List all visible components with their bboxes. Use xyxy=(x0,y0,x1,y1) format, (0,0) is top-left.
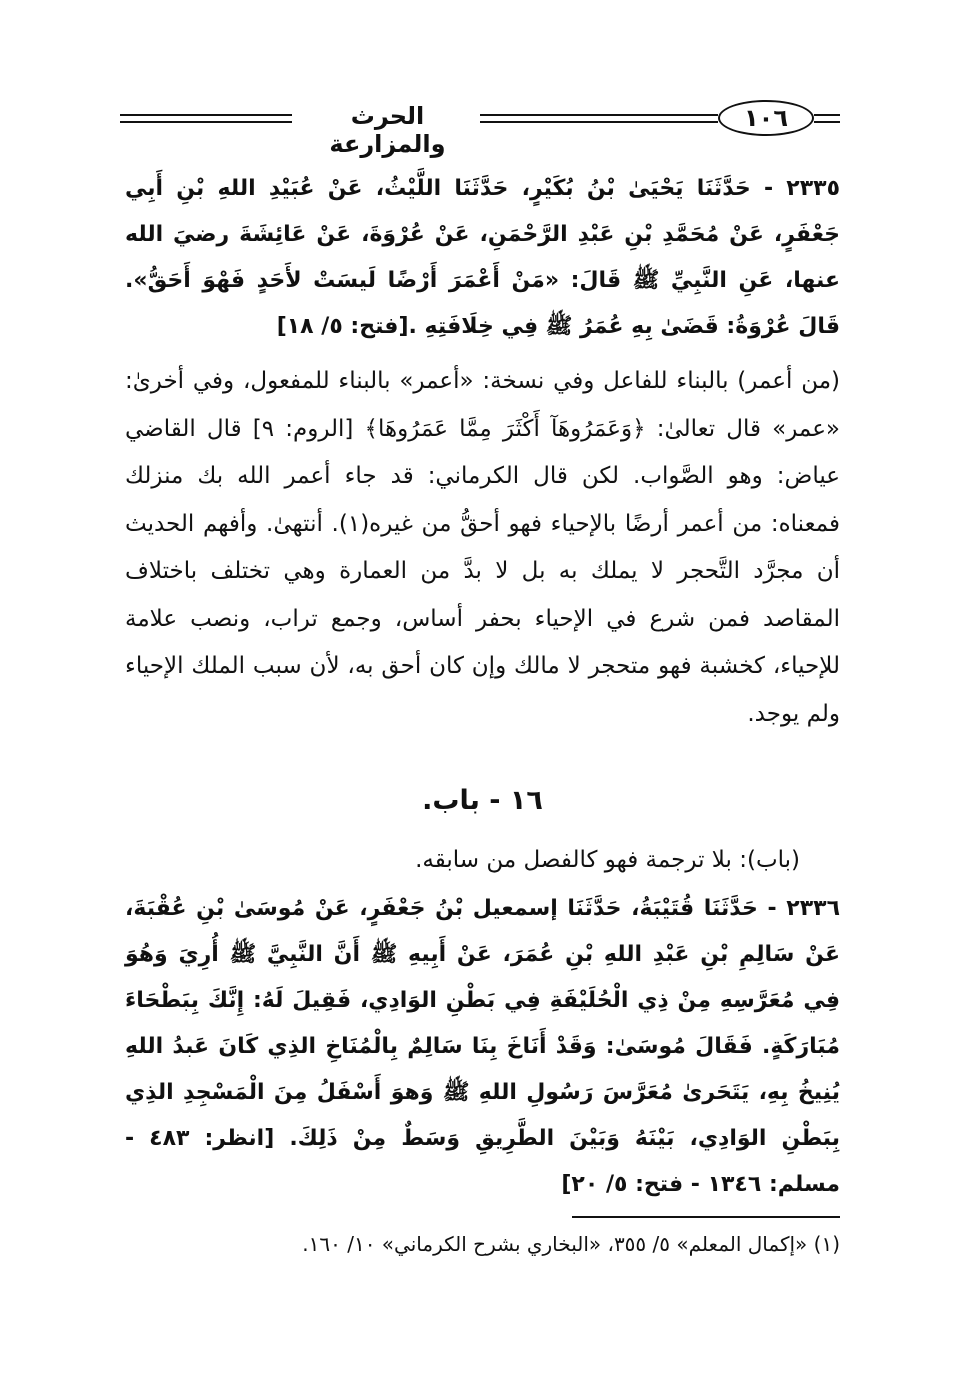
footnote-separator xyxy=(572,1216,840,1218)
page-number: ١٠٦ xyxy=(718,100,814,136)
header-rule-right-top xyxy=(814,114,840,116)
header-rule-left-bottom xyxy=(120,121,292,123)
page-header xyxy=(120,98,840,158)
header-rule-middle-top xyxy=(480,114,718,116)
running-title: الحرث والمزارعة xyxy=(329,102,446,158)
header-rule-right-bottom xyxy=(814,121,840,123)
commentary-text: (من أعمر) بالبناء للفاعل وفي نسخة: «أعمر» بالبناء للمفعول، وفي أخرىٰ: «عمر» قال تعالىٰ: ﴿وَعَمَرُوهَآ أَكْثَرَ مِمَّا عَمَرُوهَا﴾ [الروم: ٩] قال القاضي عياض: وهو الصَّواب. لكن قال الكرماني: قد جاء أعمر الله بك منزلك فمعناه: من أعمر أرضًا بالإحياء فهو أحقُّ من غيره(١). أنتهىٰ. وأفهم الحديث أن مجرَّد التَّحجر لا يملك به بل لا بدَّ من العمارة وهي تختلف باختلاف المقاصد فمن شرع في الإحياء بحفر أساس، وجمع تراب، ونصب علامة للإحياء، كخشبة فهو متحجر لا مالك وإن كان أحق به، لأن سبب الملك الإحياء ولم يوجد. xyxy=(125,368,840,727)
hadith-2335 xyxy=(125,166,840,350)
bab-note-text: (باب): بلا ترجمة فهو كالفصل من سابقه. xyxy=(415,847,800,873)
hadith-2336 xyxy=(125,886,840,1208)
header-rule-middle-bottom xyxy=(480,121,718,123)
footnote-1: (١) «إكمال المعلم» ٥/ ٣٥٥، «البخاري بشرح الكرماني» ١٠/ ١٦٠. xyxy=(302,1232,840,1256)
hadith-2336-text: ٢٣٣٦ - حَدَّثَنَا قُتَيْبَةُ، حَدَّثَنَا إسمعيل بْنُ جَعْفَرٍ، عَنْ مُوسَىٰ بْنِ عُقْبَةَ، عَنْ سَالِمِ بْنِ عَبْدِ اللهِ بْنِ عُمَرَ، عَنْ أَبِيهِ ﷺ أَنَّ النَّبِيَّ ﷺ أُرِيَ وَهُوَ فِي مُعَرَّسِهِ مِنْ ذِي الْحُلَيْفَةِ فِي بَطْنِ الوَادِي، فَقِيلَ لَهُ: إِنَّكَ بِبَطْحَاءَ مُبَارَكَةٍ. فَقَالَ مُوسَىٰ: وَقَدْ أَنَاخَ بِنَا سَالِمٌ بِالْمُنَاخِ الذِي كَانَ عَبدُ اللهِ يُنِيخُ بِهِ، يَتَحَرىٰ مُعَرَّسَ رَسُولِ اللهِ ﷺ وَهوَ أَسْفَلُ مِنَ الْمَسْجِدِ الذِي بِبَطْنِ الوَادِي، بَيْنَهُ وَبَيْنَ الطَّرِيقِ وَسَطٌ مِنْ ذَلِكَ. [انظر: ٤٨٣ - مسلم: ١٣٤٦ - فتح: ٥/ ٢٠] xyxy=(125,896,840,1197)
header-rule-left-top xyxy=(120,114,292,116)
commentary xyxy=(125,358,840,738)
bab-note xyxy=(125,840,840,880)
hadith-2335-text: ٢٣٣٥ - حَدَّثَنَا يَحْيَىٰ بْنُ بُكَيْرٍ، حَدَّثَنَا اللَّيْثُ، عَنْ عُبَيْدِ اللهِ بْنِ أَبِي جَعْفَرٍ، عَنْ مُحَمَّدِ بْنِ عَبْدِ الرَّحْمَنِ، عَنْ عُرْوَةَ، عَنْ عَائِشَةَ رضيَ الله عنها، عَنِ النَّبِيِّ ﷺ قَالَ: «مَنْ أَعْمَرَ أَرْضًا لَيسَتْ لأَحَدٍ فَهْوَ أَحَقُّ». قَالَ عُرْوَةُ: قَضَىٰ بِهِ عُمَرُ ﷺ فِي خِلَافَتِهِ .[فتح: ٥/ ١٨] xyxy=(125,176,840,339)
chapter-heading: ١٦ - باب. xyxy=(422,785,543,816)
